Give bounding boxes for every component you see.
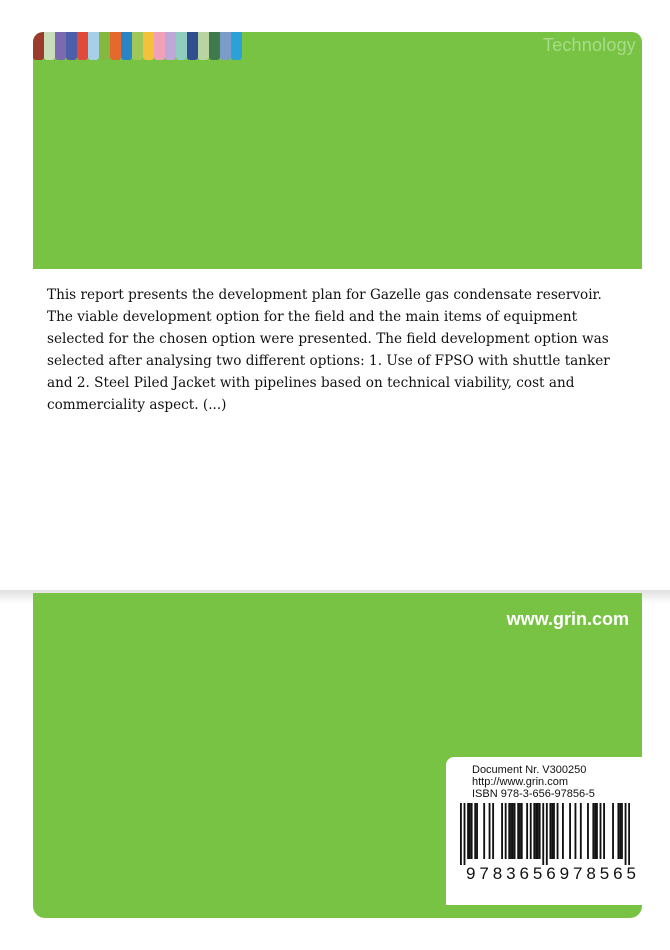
isbn-box	[446, 757, 642, 905]
barcode-bar	[546, 803, 548, 865]
barcode-bar	[505, 803, 507, 859]
barcode-bar	[557, 803, 559, 859]
barcode-bar	[464, 803, 466, 865]
barcode-digit: 5	[532, 864, 543, 883]
barcode-bar	[596, 803, 598, 859]
color-stripe	[154, 32, 165, 60]
barcode-bar	[535, 803, 537, 859]
barcode-bar	[619, 803, 621, 859]
color-stripe	[143, 32, 154, 60]
barcode-bar	[510, 803, 512, 859]
barcode-digit: 6	[519, 864, 529, 883]
publisher-url: http://www.grin.com	[472, 776, 568, 788]
barcode-bar	[587, 803, 589, 859]
barcode-bar	[517, 803, 519, 859]
color-stripe	[99, 32, 110, 60]
color-stripe	[132, 32, 143, 60]
barcode-digit: 8	[586, 864, 596, 883]
category-label: Technology	[542, 35, 636, 55]
barcode-digit: 8	[492, 864, 503, 883]
barcode-bar	[600, 803, 602, 859]
color-stripe	[231, 32, 242, 60]
color-stripe	[33, 32, 44, 60]
color-stripe	[110, 32, 121, 60]
barcode-bar	[594, 803, 596, 859]
barcode-bar	[551, 803, 553, 859]
barcode-bar	[603, 803, 605, 859]
color-stripe	[198, 32, 209, 60]
isbn-number: ISBN 978-3-656-97856-5	[472, 788, 595, 800]
barcode-digits	[466, 864, 636, 884]
barcode-bar	[483, 803, 485, 859]
barcode-bar	[549, 803, 551, 859]
barcode-bar	[575, 803, 577, 859]
barcode-image	[460, 803, 630, 865]
bottom-cover-panel	[33, 593, 642, 918]
barcode-bar	[612, 803, 614, 859]
barcode-bar	[625, 803, 627, 865]
barcode-bar	[489, 803, 491, 859]
barcode-bar	[569, 803, 571, 859]
barcode-bar	[519, 803, 521, 859]
barcode-digit: 5	[599, 864, 610, 883]
abstract-text: This report presents the development plan for Gazelle gas condensate reservoir. The viable development option for the field and the main items of equipment selected for the chosen option were presented. The field development option was selected after analysing two different options: 1. Use of FPSO with shuttle tanker and 2. Steel Piled Jacket with pipelines based on technical viability, cost and commerciality aspect. (...)	[47, 287, 610, 413]
color-stripe	[176, 32, 187, 60]
document-number: Document Nr. V300250	[472, 764, 587, 776]
barcode-bar	[476, 803, 478, 859]
barcode-digit: 6	[613, 864, 623, 883]
barcode-digit: 9	[559, 864, 570, 883]
color-stripe	[187, 32, 198, 60]
color-stripe-bar	[33, 32, 242, 60]
barcode-bar	[562, 803, 564, 859]
barcode-bar	[526, 803, 528, 859]
barcode-bar	[628, 803, 630, 865]
barcode-bar	[530, 803, 532, 859]
barcode-bar	[460, 803, 462, 865]
barcode-bar	[469, 803, 471, 859]
barcode-digit: 5	[626, 864, 636, 883]
barcode-digit: 7	[573, 864, 583, 883]
barcode-digit: 9	[466, 864, 476, 883]
barcode-bar	[592, 803, 594, 859]
barcode-bar	[512, 803, 514, 859]
barcode-bar	[467, 803, 469, 859]
color-stripe	[121, 32, 132, 60]
color-stripe	[77, 32, 88, 60]
color-stripe	[209, 32, 220, 60]
barcode-bar	[539, 803, 541, 859]
color-stripe	[44, 32, 55, 60]
top-cover-panel	[33, 32, 642, 269]
color-stripe	[220, 32, 231, 60]
barcode-bar	[553, 803, 555, 859]
barcode-bar	[521, 803, 523, 859]
barcode-bar	[621, 803, 623, 859]
barcode-bar	[533, 803, 535, 859]
color-stripe	[165, 32, 176, 60]
color-stripe	[66, 32, 77, 60]
color-stripe	[88, 32, 99, 60]
barcode-bar	[580, 803, 582, 859]
barcode-bar	[514, 803, 516, 859]
isbn-info	[472, 764, 595, 800]
barcode-bar	[474, 803, 476, 859]
barcode-bar	[501, 803, 503, 859]
barcode-bar	[542, 803, 544, 865]
color-stripe	[55, 32, 66, 60]
barcode-bar	[537, 803, 539, 859]
barcode-digit: 3	[506, 864, 516, 883]
barcode-bar	[508, 803, 510, 859]
publisher-website: www.grin.com	[506, 609, 629, 629]
barcode-bar	[492, 803, 494, 859]
barcode-bar	[471, 803, 473, 859]
barcode-digit: 7	[479, 864, 489, 883]
barcode-digit: 6	[546, 864, 556, 883]
barcode-bar	[617, 803, 619, 859]
